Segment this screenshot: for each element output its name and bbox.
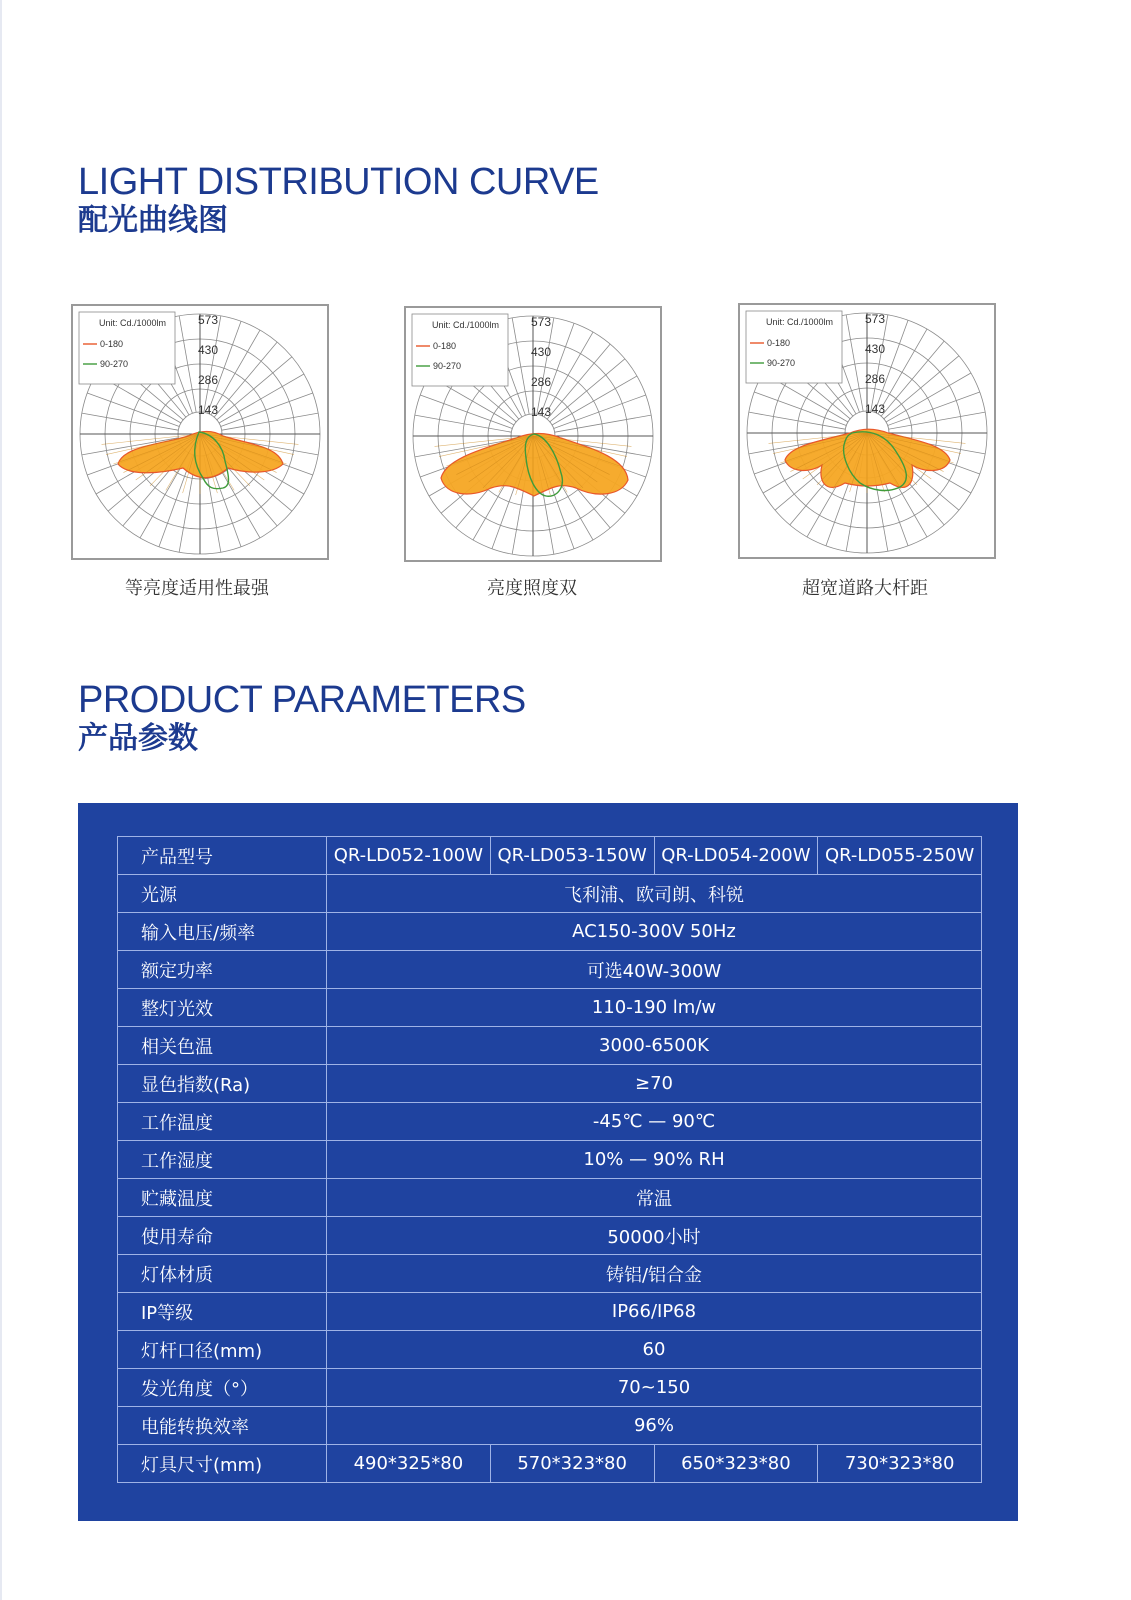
product-parameters-title-cn: 产品参数	[78, 721, 198, 756]
table-row	[118, 913, 982, 951]
param-label: 灯杆口径(mm)	[118, 1331, 327, 1369]
parameters-panel	[78, 803, 1018, 1521]
param-label: 相关色温	[118, 1027, 327, 1065]
param-value: 10% — 90% RH	[327, 1141, 982, 1179]
param-value: AC150-300V 50Hz	[327, 913, 982, 951]
polar-chart-3-caption: 超宽道路大杆距	[802, 578, 928, 599]
param-label: 显色指数(Ra)	[118, 1065, 327, 1103]
param-label: 使用寿命	[118, 1217, 327, 1255]
curve-0-180	[118, 432, 283, 478]
table-row	[118, 1141, 982, 1179]
ring-label: 143	[531, 405, 552, 419]
param-value: 110-190 lm/w	[327, 989, 982, 1027]
param-value: 飞利浦、欧司朗、科锐	[327, 875, 982, 913]
unit-label: Unit: Cd./1000lm	[432, 320, 500, 330]
polar-chart-3	[738, 303, 996, 559]
param-value: 70~150	[327, 1369, 982, 1407]
ring-label: 430	[531, 345, 552, 359]
param-value: 铸铝/铝合金	[327, 1255, 982, 1293]
polar-grid	[73, 306, 327, 558]
page-left-edge	[0, 0, 2, 1600]
model-cell: QR-LD052-100W	[327, 837, 491, 875]
table-row	[118, 875, 982, 913]
table-row-size	[118, 1445, 982, 1483]
table-row	[118, 1179, 982, 1217]
ring-label: 573	[198, 313, 219, 327]
light-distribution-title-en: LIGHT DISTRIBUTION CURVE	[78, 161, 599, 203]
product-parameters-title-en: PRODUCT PARAMETERS	[78, 679, 526, 721]
table-row	[118, 1065, 982, 1103]
light-distribution-title-cn: 配光曲线图	[78, 203, 228, 238]
polar-chart-1	[71, 304, 329, 560]
table-row	[118, 1103, 982, 1141]
param-value: -45℃ — 90℃	[327, 1103, 982, 1141]
legend-90-270: 90-270	[433, 361, 462, 371]
ring-label: 573	[865, 312, 886, 326]
unit-label: Unit: Cd./1000lm	[766, 317, 834, 327]
ring-label: 143	[198, 403, 219, 417]
param-value: 50000小时	[327, 1217, 982, 1255]
table-row	[118, 951, 982, 989]
ring-label: 286	[198, 373, 219, 387]
ring-label: 573	[531, 315, 552, 329]
table-row	[118, 989, 982, 1027]
size-cell: 570*323*80	[490, 1445, 654, 1483]
ring-label: 286	[531, 375, 552, 389]
size-cell: 730*323*80	[818, 1445, 982, 1483]
param-value: 3000-6500K	[327, 1027, 982, 1065]
table-row	[118, 1293, 982, 1331]
model-cell: QR-LD055-250W	[818, 837, 982, 875]
legend-90-270: 90-270	[767, 358, 796, 368]
param-value: ≥70	[327, 1065, 982, 1103]
param-label: 光源	[118, 875, 327, 913]
param-label: IP等级	[118, 1293, 327, 1331]
param-value: IP66/IP68	[327, 1293, 982, 1331]
param-label: 工作湿度	[118, 1141, 327, 1179]
table-row	[118, 1217, 982, 1255]
param-value: 96%	[327, 1407, 982, 1445]
param-label: 额定功率	[118, 951, 327, 989]
legend-0-180: 0-180	[767, 338, 791, 348]
legend-0-180: 0-180	[100, 339, 124, 349]
model-label: 产品型号	[118, 837, 327, 875]
table-row	[118, 1255, 982, 1293]
param-label: 输入电压/频率	[118, 913, 327, 951]
model-cell: QR-LD053-150W	[490, 837, 654, 875]
model-cell: QR-LD054-200W	[654, 837, 818, 875]
table-row	[118, 1331, 982, 1369]
table-row	[118, 1407, 982, 1445]
polar-chart-2-caption: 亮度照度双	[487, 578, 577, 599]
param-label: 工作温度	[118, 1103, 327, 1141]
polar-grid	[406, 308, 660, 560]
size-cell: 490*325*80	[327, 1445, 491, 1483]
product-parameters-heading	[78, 680, 526, 758]
table-row	[118, 1027, 982, 1065]
size-cell: 650*323*80	[654, 1445, 818, 1483]
size-label: 灯具尺寸(mm)	[118, 1445, 327, 1483]
ring-label: 430	[198, 343, 219, 357]
unit-label: Unit: Cd./1000lm	[99, 318, 167, 328]
param-label: 发光角度（°）	[118, 1369, 327, 1407]
table-row-model	[118, 837, 982, 875]
param-label: 贮藏温度	[118, 1179, 327, 1217]
param-value: 60	[327, 1331, 982, 1369]
ring-label: 430	[865, 342, 886, 356]
param-value: 常温	[327, 1179, 982, 1217]
polar-chart-1-caption: 等亮度适用性最强	[125, 578, 269, 599]
ring-label: 143	[865, 402, 886, 416]
polar-grid	[740, 305, 994, 557]
polar-chart-2	[404, 306, 662, 562]
legend-90-270: 90-270	[100, 359, 129, 369]
legend-0-180: 0-180	[433, 341, 457, 351]
param-label: 灯体材质	[118, 1255, 327, 1293]
light-distribution-heading	[78, 162, 599, 240]
ring-label: 286	[865, 372, 886, 386]
curve-0-180	[785, 429, 950, 487]
table-row	[118, 1369, 982, 1407]
parameters-table	[117, 836, 982, 1483]
param-label: 整灯光效	[118, 989, 327, 1027]
param-label: 电能转换效率	[118, 1407, 327, 1445]
param-value: 可选40W-300W	[327, 951, 982, 989]
